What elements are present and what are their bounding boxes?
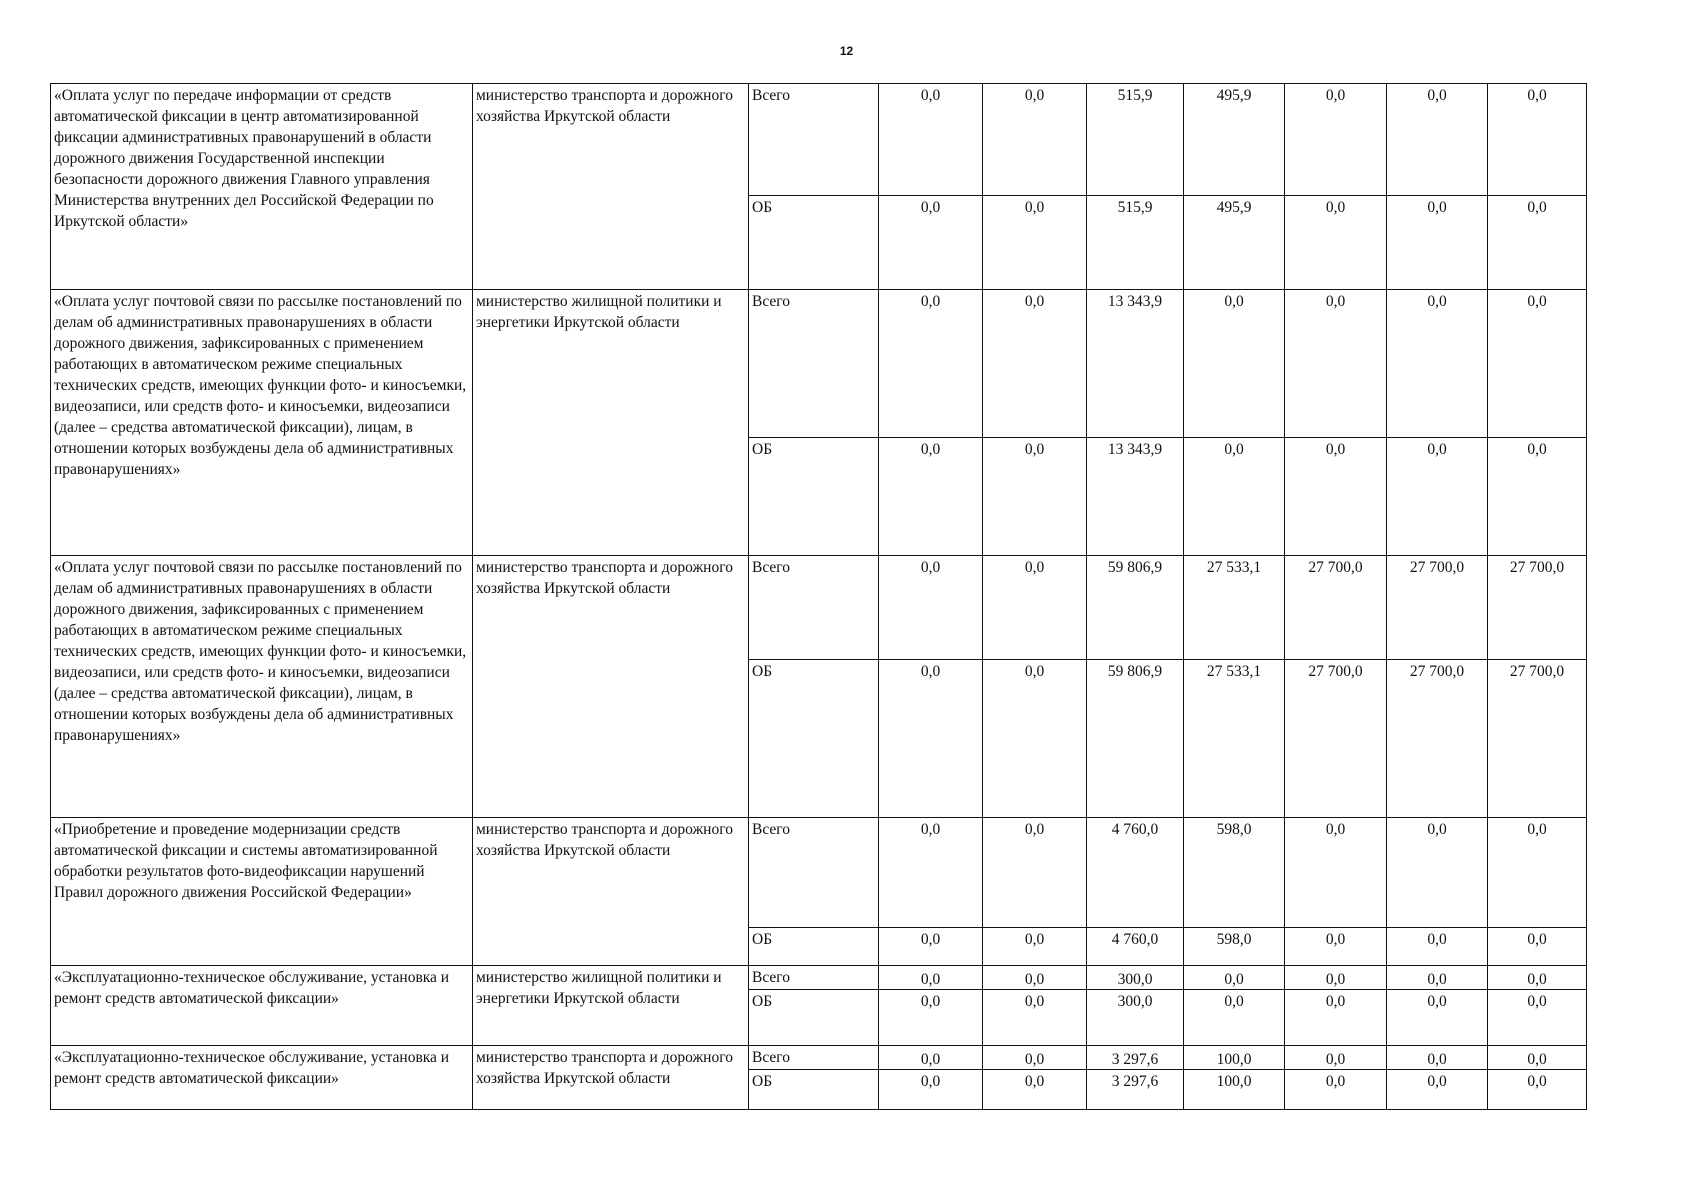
amount-cell: 0,0 (1387, 966, 1488, 990)
page-number: 12 (839, 44, 854, 58)
amount-cell: 0,0 (983, 660, 1087, 818)
funding-source: Всего (749, 818, 879, 928)
funding-source: ОБ (749, 928, 879, 966)
amount-cell: 0,0 (879, 818, 983, 928)
amount-cell: 0,0 (879, 660, 983, 818)
amount-cell: 0,0 (1488, 438, 1587, 556)
amount-cell: 0,0 (1285, 990, 1387, 1046)
amount-cell: 0,0 (1387, 196, 1488, 290)
amount-cell: 27 533,1 (1184, 556, 1285, 660)
measure-description: «Оплата услуг почтовой связи по рассылке постановлений по делам об административных правонарушениях в области дорожного движения, зафиксированных с применением работающих в автоматическом режиме специальных технических средств, имеющих функции фото- и киносъемки, видеозаписи, или средств фото- и киносъемки, видеозаписи (далее – средства автоматической фиксации), лицам, в отношении которых возбуждены дела об административных правонарушениях» (51, 290, 473, 556)
amount-cell: 0,0 (1184, 966, 1285, 990)
funding-source: Всего (749, 290, 879, 438)
amount-cell: 0,0 (1488, 818, 1587, 928)
measure-description: «Эксплуатационно-техническое обслуживание, установка и ремонт средств автоматической фиксации» (51, 1046, 473, 1110)
amount-cell: 0,0 (1488, 290, 1587, 438)
amount-cell: 27 700,0 (1285, 556, 1387, 660)
amount-cell: 100,0 (1184, 1046, 1285, 1070)
amount-cell: 0,0 (983, 438, 1087, 556)
amount-cell: 4 760,0 (1087, 928, 1184, 966)
amount-cell: 0,0 (983, 84, 1087, 196)
amount-cell: 0,0 (879, 556, 983, 660)
amount-cell: 0,0 (1387, 990, 1488, 1046)
amount-cell: 0,0 (1285, 290, 1387, 438)
table-body (51, 84, 1587, 1110)
amount-cell: 300,0 (1087, 966, 1184, 990)
amount-cell: 0,0 (1285, 966, 1387, 990)
amount-cell: 0,0 (983, 818, 1087, 928)
responsible-executor: министерство транспорта и дорожного хозяйства Иркутской области (473, 556, 749, 818)
amount-cell: 13 343,9 (1087, 290, 1184, 438)
funding-source: ОБ (749, 438, 879, 556)
amount-cell: 0,0 (983, 966, 1087, 990)
amount-cell: 0,0 (1387, 928, 1488, 966)
table-row (51, 84, 1587, 196)
table-row (51, 290, 1587, 438)
responsible-executor: министерство транспорта и дорожного хозяйства Иркутской области (473, 84, 749, 290)
funding-source: Всего (749, 556, 879, 660)
funding-source: Всего (749, 966, 879, 990)
amount-cell: 515,9 (1087, 84, 1184, 196)
amount-cell: 0,0 (1488, 196, 1587, 290)
amount-cell: 0,0 (1387, 1070, 1488, 1110)
amount-cell: 0,0 (983, 290, 1087, 438)
amount-cell: 0,0 (879, 1070, 983, 1110)
amount-cell: 59 806,9 (1087, 556, 1184, 660)
amount-cell: 598,0 (1184, 818, 1285, 928)
amount-cell: 0,0 (1387, 818, 1488, 928)
measure-description: «Оплата услуг по передаче информации от средств автоматической фиксации в центр автоматизированной фиксации административных правонарушений в области дорожного движения Государственной инспекции безопасности дорожного движения Главного управления Министерства внутренних дел Российской Федерации по Иркутской области» (51, 84, 473, 290)
amount-cell: 0,0 (1488, 928, 1587, 966)
amount-cell: 598,0 (1184, 928, 1285, 966)
funding-source: Всего (749, 1046, 879, 1070)
amount-cell: 0,0 (1488, 966, 1587, 990)
amount-cell: 0,0 (1488, 84, 1587, 196)
amount-cell: 27 700,0 (1387, 660, 1488, 818)
funding-source: ОБ (749, 990, 879, 1046)
amount-cell: 0,0 (983, 928, 1087, 966)
amount-cell: 0,0 (983, 1070, 1087, 1110)
amount-cell: 0,0 (1488, 1046, 1587, 1070)
amount-cell: 0,0 (879, 84, 983, 196)
amount-cell: 0,0 (983, 1046, 1087, 1070)
amount-cell: 0,0 (1285, 928, 1387, 966)
amount-cell: 13 343,9 (1087, 438, 1184, 556)
measure-description: «Приобретение и проведение модернизации средств автоматической фиксации и системы автоматизированной обработки результатов фото-видеофиксации нарушений Правил дорожного движения Российской Федерации» (51, 818, 473, 966)
amount-cell: 0,0 (1488, 1070, 1587, 1110)
table-row (51, 556, 1587, 660)
amount-cell: 0,0 (879, 966, 983, 990)
amount-cell: 0,0 (1184, 438, 1285, 556)
measure-description: «Оплата услуг почтовой связи по рассылке постановлений по делам об административных правонарушениях в области дорожного движения, зафиксированных с применением работающих в автоматическом режиме специальных технических средств, имеющих функции фото- и киносъемки, видеозаписи, или средств фото- и киносъемки, видеозаписи (далее – средства автоматической фиксации), лицам, в отношении которых возбуждены дела об административных правонарушениях» (51, 556, 473, 818)
amount-cell: 27 700,0 (1387, 556, 1488, 660)
amount-cell: 0,0 (1387, 290, 1488, 438)
amount-cell: 495,9 (1184, 196, 1285, 290)
amount-cell: 27 700,0 (1285, 660, 1387, 818)
amount-cell: 0,0 (879, 928, 983, 966)
responsible-executor: министерство транспорта и дорожного хозяйства Иркутской области (473, 818, 749, 966)
program-measures-table (50, 83, 1587, 1110)
amount-cell: 27 700,0 (1488, 660, 1587, 818)
amount-cell: 0,0 (879, 1046, 983, 1070)
amount-cell: 0,0 (879, 438, 983, 556)
table-row (51, 1046, 1587, 1070)
amount-cell: 0,0 (983, 196, 1087, 290)
responsible-executor: министерство транспорта и дорожного хозяйства Иркутской области (473, 1046, 749, 1110)
amount-cell: 3 297,6 (1087, 1070, 1184, 1110)
amount-cell: 0,0 (1387, 84, 1488, 196)
amount-cell: 0,0 (1285, 438, 1387, 556)
funding-source: ОБ (749, 196, 879, 290)
measure-description: «Эксплуатационно-техническое обслуживание, установка и ремонт средств автоматической фиксации» (51, 966, 473, 1046)
amount-cell: 515,9 (1087, 196, 1184, 290)
amount-cell: 4 760,0 (1087, 818, 1184, 928)
amount-cell: 0,0 (1387, 438, 1488, 556)
responsible-executor: министерство жилищной политики и энергетики Иркутской области (473, 966, 749, 1046)
amount-cell: 3 297,6 (1087, 1046, 1184, 1070)
amount-cell: 59 806,9 (1087, 660, 1184, 818)
amount-cell: 0,0 (1184, 290, 1285, 438)
amount-cell: 0,0 (879, 990, 983, 1046)
amount-cell: 0,0 (983, 990, 1087, 1046)
amount-cell: 495,9 (1184, 84, 1285, 196)
amount-cell: 0,0 (1387, 1046, 1488, 1070)
amount-cell: 300,0 (1087, 990, 1184, 1046)
table-row (51, 818, 1587, 928)
amount-cell: 0,0 (983, 556, 1087, 660)
funding-source: ОБ (749, 1070, 879, 1110)
table-row (51, 966, 1587, 990)
responsible-executor: министерство жилищной политики и энергетики Иркутской области (473, 290, 749, 556)
amount-cell: 0,0 (879, 196, 983, 290)
funding-source: Всего (749, 84, 879, 196)
amount-cell: 0,0 (1285, 84, 1387, 196)
amount-cell: 0,0 (1184, 990, 1285, 1046)
amount-cell: 100,0 (1184, 1070, 1285, 1110)
amount-cell: 27 700,0 (1488, 556, 1587, 660)
amount-cell: 0,0 (1488, 990, 1587, 1046)
amount-cell: 0,0 (1285, 1046, 1387, 1070)
funding-source: ОБ (749, 660, 879, 818)
amount-cell: 0,0 (1285, 818, 1387, 928)
amount-cell: 0,0 (1285, 1070, 1387, 1110)
amount-cell: 0,0 (1285, 196, 1387, 290)
amount-cell: 0,0 (879, 290, 983, 438)
amount-cell: 27 533,1 (1184, 660, 1285, 818)
